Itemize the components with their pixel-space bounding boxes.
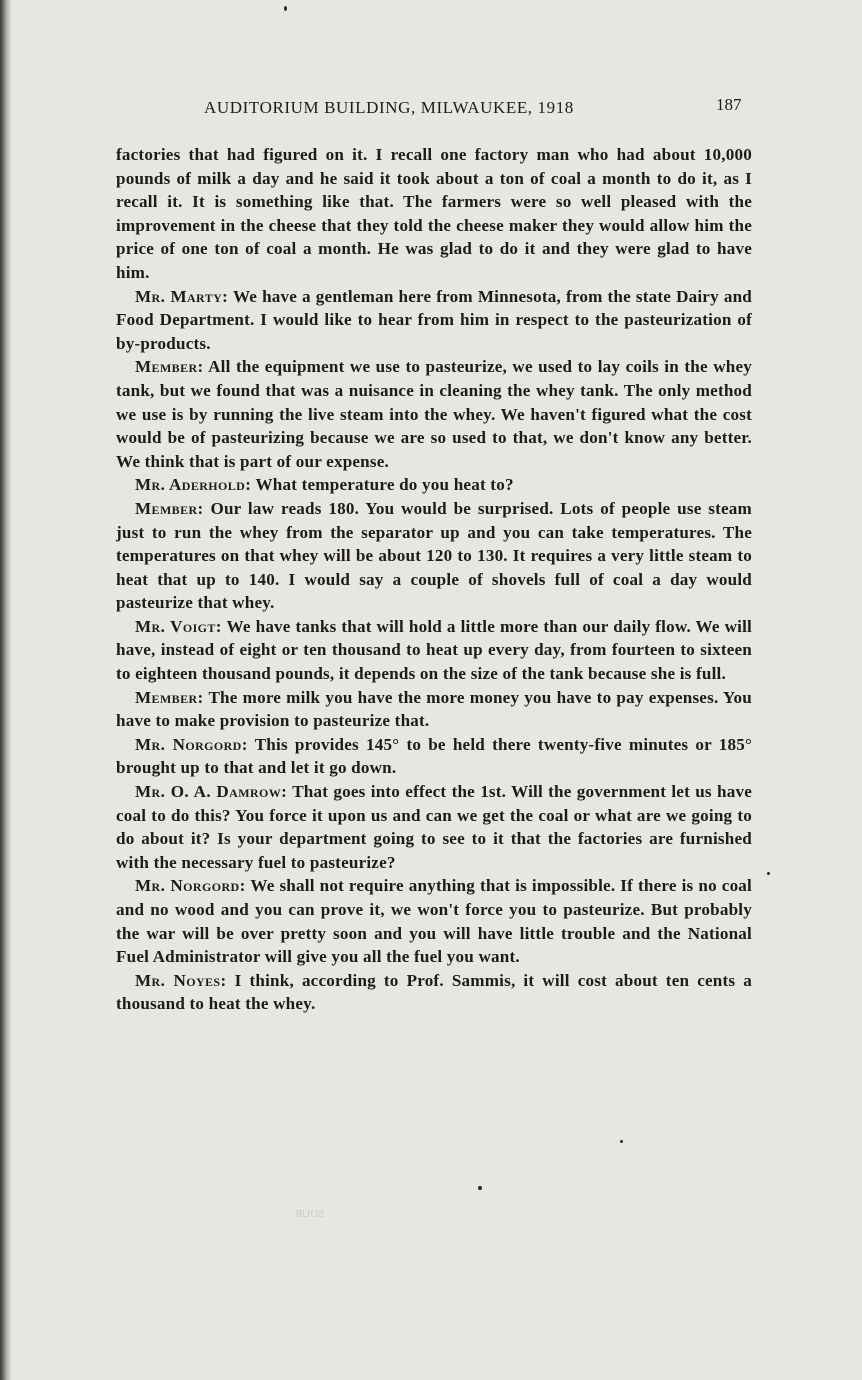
- paragraph: [116, 615, 752, 686]
- scan-edge: [0, 0, 12, 1380]
- paragraph-text: That goes into effect the 1st. Will the government let us have coal to do this? You force it upon us and can we get the coal or what are we going to do about it? Is your department going to see to it that the factories are furnished with the necessary fuel to pasteurize?: [116, 782, 753, 872]
- page-body: [116, 143, 752, 1016]
- paragraph-text: We have a gentleman here from Minnesota, from the state Dairy and Food Department. I would like to hear from him in respect to the pasteurization of by-products.: [116, 286, 752, 353]
- paragraph: [116, 733, 752, 780]
- paragraph: [116, 355, 752, 473]
- paragraph-text: I think, according to Prof. Sammis, it will cost about ten cents a thousand to heat the whey.: [116, 970, 752, 1014]
- paragraph-text: This provides 145° to be held there twenty-five minutes or 185° brought up to that and let it go down.: [116, 734, 753, 778]
- ink-speck: [767, 872, 770, 875]
- paragraph: [116, 686, 752, 733]
- paragraph-text: What temperature do you heat to?: [255, 475, 514, 495]
- speaker-name: Member:: [135, 498, 204, 518]
- speaker-name: Member:: [135, 687, 204, 707]
- paragraph: [116, 780, 752, 874]
- speaker-name: Member:: [135, 357, 204, 377]
- bleed-through-text: SOUR: [295, 1208, 325, 1220]
- speaker-name: Mr. Aderhold:: [135, 475, 252, 495]
- ink-speck: [284, 6, 287, 11]
- speaker-name: Mr. O. A. Damrow:: [135, 782, 288, 802]
- speaker-name: Mr. Marty:: [135, 286, 229, 306]
- page-number: 187: [716, 95, 742, 114]
- paragraph: [116, 473, 752, 497]
- ink-speck: [620, 1140, 623, 1143]
- speaker-name: Mr. Noyes:: [135, 970, 227, 990]
- paragraph-text: We shall not require anything that is impossible. If there is no coal and no wood and you can prove it, we won't force you to pasteurize. But probably the war will be over pretty soon and you will have little trouble and the National Fuel Administrator will give you all the fuel you want.: [116, 876, 753, 967]
- paragraph-text: The more milk you have the more money you have to pay expenses. You have to make provision to pasteurize that.: [116, 687, 752, 731]
- paragraph: [116, 874, 752, 968]
- speaker-name: Mr. Norgord:: [135, 876, 246, 896]
- running-head: AUDITORIUM BUILDING, MILWAUKEE, 1918: [204, 98, 574, 117]
- speaker-name: Mr. Voigt:: [135, 616, 222, 636]
- paragraph: [116, 143, 752, 285]
- paragraph-text: We have tanks that will hold a little more than our daily flow. We will have, instead of eight or ten thousand to heat up every day, from fourteen to sixteen to eighteen thousand pounds, it depends on the size of the tank because she is full.: [116, 616, 753, 684]
- paragraph: [116, 969, 752, 1016]
- paragraph: [116, 285, 752, 356]
- paragraph-text: Our law reads 180. You would be surprised. Lots of people use steam just to run the whey from the separator up and you can take temperatures. The temperatures on that whey will be about 120 to 130. It requires a very little steam to heat that up to 140. I would say a couple of shovels full of coal a day would pasteurize that whey.: [116, 498, 752, 613]
- paragraph: [116, 497, 752, 615]
- speaker-name: Mr. Norgord:: [135, 734, 248, 754]
- paragraph-text: All the equipment we use to pasteurize, we used to lay coils in the whey tank, but we found that was a nuisance in cleaning the whey tank. The only method we use is by running the live steam into the whey. We haven't figured what the cost would be of pasteurizing because we are so used to that, we don't know any better. We think that is part of our expense.: [116, 357, 752, 471]
- paragraph-text: factories that had figured on it. I recall one factory man who had about 10,000 pounds of milk a day and he said it took about a ton of coal a month to do it, as I recall it. It is something like that. The farmers were so well pleased with the improvement in the cheese that they told the cheese maker they would allow him the price of one ton of coal a month. He was glad to do it and they were glad to have him.: [116, 145, 752, 282]
- ink-speck: [478, 1186, 482, 1190]
